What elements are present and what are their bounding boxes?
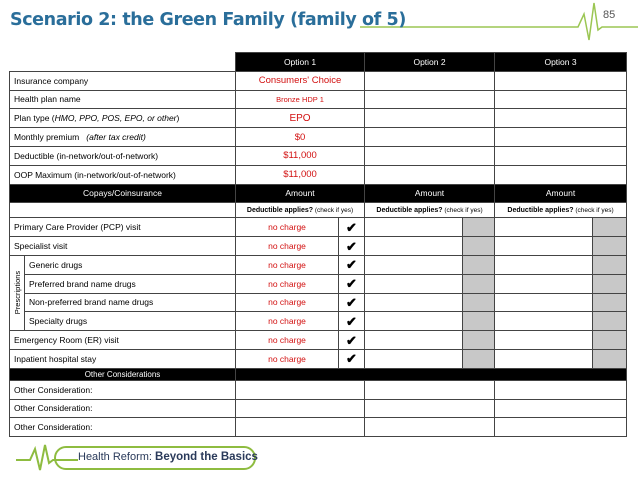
- checkmark-icon: ✔: [339, 312, 365, 331]
- option-2-check: [463, 312, 495, 331]
- table-row: [10, 109, 627, 128]
- table-row: [10, 71, 627, 90]
- option-3-check: [593, 312, 627, 331]
- option-3-amount: [495, 331, 593, 350]
- option-2-value: [365, 418, 495, 437]
- option-3-amount: [495, 218, 593, 237]
- other-row: [10, 380, 627, 399]
- option-2-amount: [365, 312, 463, 331]
- option-2-value: [365, 71, 495, 90]
- option-3-value: [495, 380, 627, 399]
- option-3-check: [593, 255, 627, 274]
- service-label: Non-preferred brand name drugs: [25, 293, 236, 312]
- option-2-amount: [365, 274, 463, 293]
- option-1-amount: no charge: [236, 255, 339, 274]
- copays-header: Copays/Coinsurance: [10, 184, 236, 203]
- checkmark-icon: ✔: [339, 331, 365, 350]
- option-3-amount: [495, 255, 593, 274]
- deductible-applies-2: Deductible applies? (check if yes): [365, 203, 495, 218]
- header-blank-cell: [236, 368, 627, 380]
- blank-cell: [10, 203, 236, 218]
- row-label: Deductible (in-network/out-of-network): [10, 146, 236, 165]
- option-2-amount: [365, 237, 463, 256]
- other-row: [10, 418, 627, 437]
- option-3-value: [495, 165, 627, 184]
- service-label: Preferred brand name drugs: [25, 274, 236, 293]
- option-3-value: [495, 90, 627, 109]
- option-2-amount: [365, 349, 463, 368]
- footer-text: Health Reform: Beyond the Basics: [78, 451, 258, 463]
- service-row: [10, 312, 627, 331]
- checkmark-icon: ✔: [339, 218, 365, 237]
- option-1-amount: no charge: [236, 218, 339, 237]
- copays-header-row: [10, 184, 627, 203]
- option-3-value: [495, 71, 627, 90]
- option-2-value: [365, 109, 495, 128]
- other-considerations-header-row: [10, 368, 627, 380]
- row-label: OOP Maximum (in-network/out-of-network): [10, 165, 236, 184]
- option-1-amount: no charge: [236, 274, 339, 293]
- page-title: Scenario 2: the Green Family (family of 5): [10, 10, 406, 30]
- option-2-value: [365, 380, 495, 399]
- option-2-check: [463, 218, 495, 237]
- option-1-value: Consumers' Choice: [236, 71, 365, 90]
- other-row: [10, 399, 627, 418]
- option-3-value: [495, 399, 627, 418]
- option-1-amount: no charge: [236, 349, 339, 368]
- option-1-header: Option 1: [236, 53, 365, 72]
- option-2-value: [365, 165, 495, 184]
- table-row: [10, 90, 627, 109]
- other-label: Other Consideration:: [10, 418, 236, 437]
- option-3-check: [593, 349, 627, 368]
- service-row: [10, 293, 627, 312]
- option-2-check: [463, 331, 495, 350]
- row-label: Health plan name: [10, 90, 236, 109]
- deductible-applies-3: Deductible applies? (check if yes): [495, 203, 627, 218]
- option-2-value: [365, 146, 495, 165]
- other-considerations-header: Other Considerations: [10, 368, 236, 380]
- option-1-amount: no charge: [236, 312, 339, 331]
- footer-logo: [16, 443, 256, 473]
- option-1-value: EPO: [236, 109, 365, 128]
- option-3-check: [593, 218, 627, 237]
- prescriptions-label: Prescriptions: [10, 255, 25, 330]
- checkmark-icon: ✔: [339, 255, 365, 274]
- option-1-value: [236, 418, 365, 437]
- service-row: [10, 349, 627, 368]
- amount-header-3: Amount: [495, 184, 627, 203]
- option-1-value: $11,000: [236, 165, 365, 184]
- other-label: Other Consideration:: [10, 380, 236, 399]
- option-3-value: [495, 146, 627, 165]
- amount-header-2: Amount: [365, 184, 495, 203]
- service-row: [10, 218, 627, 237]
- option-2-check: [463, 255, 495, 274]
- service-label: Primary Care Provider (PCP) visit: [10, 218, 236, 237]
- option-2-check: [463, 349, 495, 368]
- row-label: Insurance company: [10, 71, 236, 90]
- page-number: 85: [603, 9, 616, 21]
- option-2-amount: [365, 255, 463, 274]
- option-1-value: $0: [236, 128, 365, 147]
- option-3-value: [495, 418, 627, 437]
- option-2-check: [463, 293, 495, 312]
- option-2-value: [365, 90, 495, 109]
- other-label: Other Consideration:: [10, 399, 236, 418]
- option-2-value: [365, 399, 495, 418]
- row-label: [10, 109, 236, 128]
- option-1-value: [236, 399, 365, 418]
- heartbeat-icon: [16, 443, 86, 473]
- service-label: Specialty drugs: [25, 312, 236, 331]
- label-italic: HMO, PPO, POS, EPO, or other: [54, 113, 177, 124]
- option-2-amount: [365, 218, 463, 237]
- option-1-value: Bronze HDP 1: [236, 90, 365, 109]
- option-2-value: [365, 128, 495, 147]
- option-1-value: $11,000: [236, 146, 365, 165]
- label-text: Monthly premium: [14, 132, 87, 143]
- option-2-amount: [365, 331, 463, 350]
- service-label: Specialist visit: [10, 237, 236, 256]
- option-3-amount: [495, 312, 593, 331]
- option-3-amount: [495, 274, 593, 293]
- option-3-amount: [495, 293, 593, 312]
- label-text: Plan type (: [14, 113, 55, 124]
- table-row: [10, 146, 627, 165]
- service-label: Inpatient hospital stay: [10, 349, 236, 368]
- label-end: ): [176, 113, 180, 124]
- amount-header-1: Amount: [236, 184, 365, 203]
- option-2-amount: [365, 293, 463, 312]
- checkmark-icon: ✔: [339, 274, 365, 293]
- option-3-value: [495, 128, 627, 147]
- checkmark-icon: ✔: [339, 237, 365, 256]
- service-label: Emergency Room (ER) visit: [10, 331, 236, 350]
- service-row: [10, 274, 627, 293]
- header-blank-cell: [10, 53, 236, 72]
- table-row: [10, 128, 627, 147]
- option-2-check: [463, 237, 495, 256]
- service-row: [10, 331, 627, 350]
- service-label: Generic drugs: [25, 255, 236, 274]
- option-3-check: [593, 274, 627, 293]
- option-3-check: [593, 237, 627, 256]
- option-3-amount: [495, 349, 593, 368]
- deductible-applies-row: [10, 203, 627, 218]
- service-row: [10, 237, 627, 256]
- option-3-amount: [495, 237, 593, 256]
- option-3-check: [593, 293, 627, 312]
- option-2-header: Option 2: [365, 53, 495, 72]
- row-label: [10, 128, 236, 147]
- checkmark-icon: ✔: [339, 349, 365, 368]
- option-3-header: Option 3: [495, 53, 627, 72]
- service-row: [10, 255, 627, 274]
- option-1-amount: no charge: [236, 293, 339, 312]
- option-1-amount: no charge: [236, 331, 339, 350]
- option-3-check: [593, 331, 627, 350]
- plan-comparison-table: [9, 52, 627, 437]
- options-header-row: [10, 53, 627, 72]
- option-3-value: [495, 109, 627, 128]
- option-1-amount: no charge: [236, 237, 339, 256]
- option-1-value: [236, 380, 365, 399]
- deductible-applies-1: Deductible applies? (check if yes): [236, 203, 365, 218]
- label-italic: (after tax credit): [86, 132, 146, 143]
- option-2-check: [463, 274, 495, 293]
- table-row: [10, 165, 627, 184]
- checkmark-icon: ✔: [339, 293, 365, 312]
